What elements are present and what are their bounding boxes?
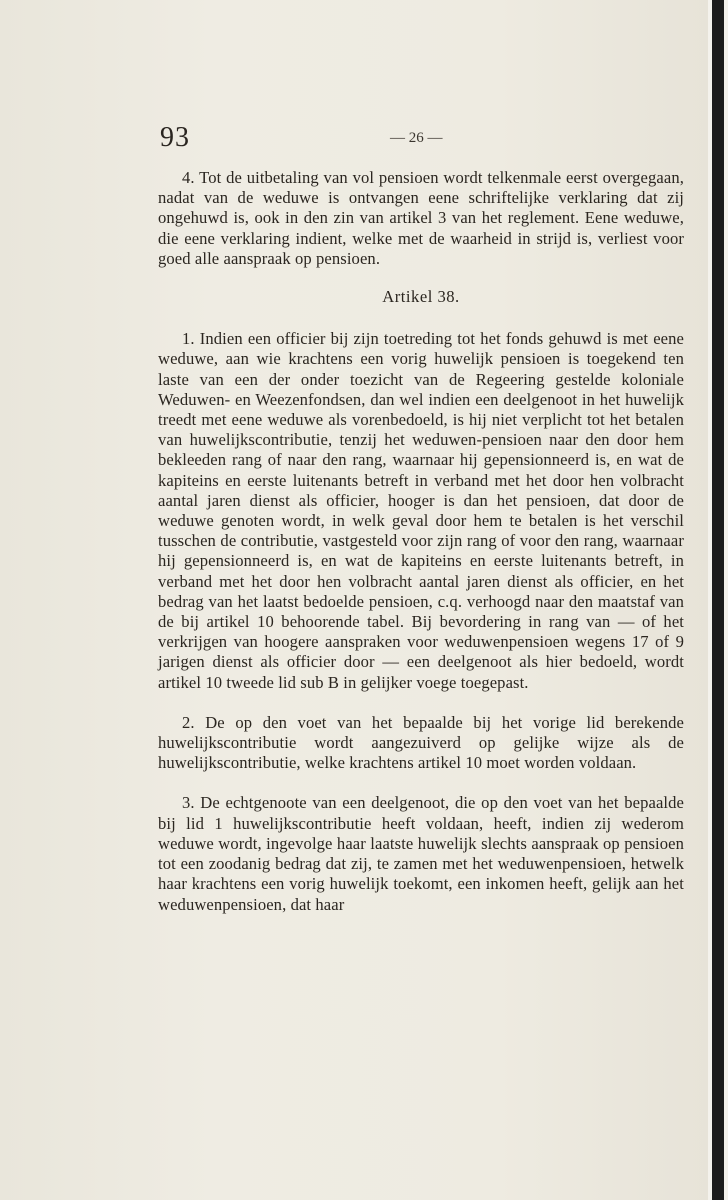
article-heading: Artikel 38. [382,287,460,307]
paragraph-4: 4. Tot de uitbetaling van vol pensioen wordt telkenmale eerst overgegaan, nadat van de weduwe is ontvangen eene schriftelijke verklaring dat zij ongehuwd is, ook in den zin van artikel 3 van het reglement. Eene weduwe, die eene verklaring indient, welke met de waarheid in strijd is, verliest voor goed alle aanspraak op pensioen. [158,168,684,268]
binding-strip [712,0,724,1200]
paragraph-1: 1. Indien een officier bij zijn toetreding tot het fonds gehuwd is met eene weduwe, aan wie krachtens een vorig huwelijk pensioen is toegekend ten laste van een der onder toezicht van de Regeering gestelde koloniale Weduwen- en Weezenfondsen, dan wel indien een deelgenoot in het huwelijk treedt met eene weduwe als vorenbedoeld, is hij niet verplicht tot het betalen van huwelijkscontributie, tenzij het weduwen-pensioen naar den door hem bekleeden rang of naar den rang, waarnaar hij gepensionneerd is, en wat de kapiteins en eerste luitenants betreft in verband met het door hen volbracht aantal jaren dienst als officier, hooger is dan het pensioen, dat door de weduwe genoten wordt, in welk geval door hem te betalen is het verschil tusschen de contributie, vastgesteld voor zijn rang of voor den rang, waarnaar hij gepensionneerd is, en wat de kapiteins en eerste luitenants betreft, in verband met het door hen volbracht aantal jaren dienst als officier, en het bedrag van het laatst bedoelde pensioen, c.q. verhoogd naar den maatstaf van de bij artikel 10 behoorende tabel. Bij bevordering in rang van — of het verkrijgen van hoogere aanspraken voor weduwenpensioen wegens 17 of 9 jarigen dienst als officier door — een deelgenoot als hier bedoeld, wordt artikel 10 tweede lid sub B in gelijker voege toegepast. [158,329,684,692]
folio-number: 93 [160,122,190,153]
page-number: — 26 — [390,130,443,146]
paragraph-2: 2. De op den voet van het bepaalde bij het vorige lid berekende huwelijkscontributie wordt aangezuiverd op gelijke wijze als de huwelijkscontributie, welke krachtens artikel 10 moet worden voldaan. [158,712,684,773]
paragraph-3: 3. De echtgenoote van een deelgenoot, die op den voet van het bepaalde bij lid 1 huwelijkscontributie heeft voldaan, heeft, indien zij wederom weduwe wordt, ingevolge haar laatste huwelijk slechts aanspraak op pensioen tot een zoodanig bedrag dat zij, te zamen met het weduwenpensioen, hetwelk haar krachtens een vorig huwelijk toekomt, een inkomen heeft, gelijk aan het weduwenpensioen, dat haar [158,793,684,914]
page-edge [708,0,728,1200]
body-text [158,168,684,915]
